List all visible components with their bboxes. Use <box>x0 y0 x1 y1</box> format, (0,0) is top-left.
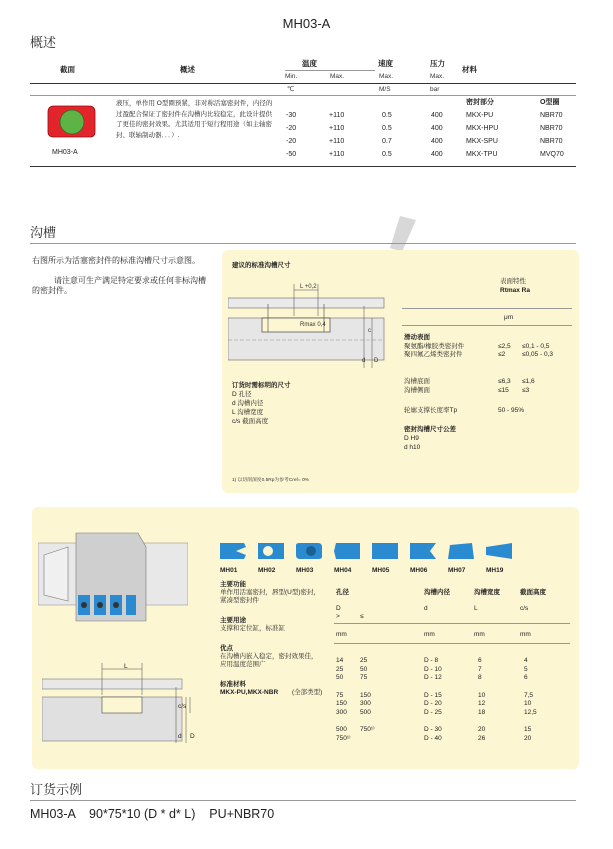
bore-min-cell: 25 <box>336 665 344 673</box>
inner-dia-cell: D - 25 <box>424 708 442 716</box>
width-cell: 26 <box>478 734 486 742</box>
bore-max-cell: 500 <box>360 708 371 716</box>
cs-cell: 10 <box>524 700 532 707</box>
cs-cell: 6 <box>524 674 528 681</box>
material-seal-head: 密封部分 <box>466 99 494 106</box>
surface-rule-1 <box>402 308 572 309</box>
dim-cs-label: c/s <box>178 703 187 710</box>
cs-cell: 7,5 <box>524 691 534 699</box>
s-D: D <box>336 605 341 612</box>
groove-rule <box>30 243 576 244</box>
profile-label-mh07: MH07 <box>448 567 466 574</box>
groove-bottom-rt: ≤6,3 <box>498 378 511 385</box>
groove-side-ra: ≤3 <box>522 387 530 394</box>
cs-cell: 4 <box>524 657 528 664</box>
col-description: 概述 <box>180 65 195 74</box>
unit-speed: M/S <box>379 86 391 93</box>
h-cs: 截面高度 <box>520 589 546 596</box>
dim-D-label: D <box>190 733 195 740</box>
inner-dia-cell: D - 15 <box>424 691 442 699</box>
sliding-ptfe-ra: ≤0,05 - 0,3 <box>522 351 554 358</box>
groove-intro-1: 右图所示为活塞密封件的标准沟槽尺寸示意图。 <box>32 256 200 265</box>
inner-dia-cell: D - 40 <box>424 734 442 742</box>
groove-heading: 沟槽 <box>30 225 57 240</box>
pressure-cell: 400 <box>431 125 443 132</box>
profile-label-mh02: MH02 <box>258 567 276 574</box>
dim-D: D <box>374 358 379 364</box>
size-rule-1 <box>334 623 570 624</box>
bore-max-cell: 25 <box>360 657 368 664</box>
adv-text-1: 在沟槽内嵌入稳定，密封效果佳， <box>220 653 318 660</box>
mh06-profile-icon <box>408 539 438 563</box>
mh07-profile-icon <box>446 539 476 563</box>
tolerance-D: D H9 <box>404 435 419 442</box>
use-text: 支撑和定位缸，标准缸 <box>220 625 285 632</box>
groove-intro-2: 请注意可生产满足特定要求或任何非标沟槽的密封件。 <box>32 276 206 295</box>
inner-dia-cell: D - 30 <box>424 726 442 733</box>
groove-bottom-ra: ≤1,6 <box>522 378 535 385</box>
mh05-profile-icon <box>370 539 400 563</box>
temp-min-cell: -20 <box>286 125 297 132</box>
order-heading: 订货示例 <box>30 782 83 797</box>
col-pressure: 压力 <box>430 59 445 68</box>
seal-material-cell: MKX-SPU <box>466 138 498 145</box>
oring-material-cell: NBR70 <box>540 138 563 145</box>
bore-min-cell: 150 <box>336 700 347 707</box>
order-dim-L: L 沟槽宽度 <box>232 409 264 416</box>
overview-heading: 概述 <box>30 35 57 50</box>
table-rule-bottom <box>30 166 576 167</box>
dim-rmax: Rmax 0,4 <box>300 322 326 328</box>
seal-material-cell: MKX-HPU <box>466 125 499 132</box>
temp-max-cell: +110 <box>329 151 345 158</box>
cs-cell: 12,5 <box>524 708 537 716</box>
temp-min-label: Min. <box>285 73 298 80</box>
inner-dia-cell: D - 8 <box>424 657 439 664</box>
dim-L-label: L <box>124 663 128 670</box>
oring-material-cell: NBR70 <box>540 125 563 132</box>
temp-rule <box>285 70 375 71</box>
bearing-ratio-value: 50 - 95% <box>498 407 525 414</box>
material-head: 标准材料 <box>220 681 246 688</box>
width-cell: 8 <box>478 674 482 681</box>
sliding-ptfe-rt: ≤2 <box>498 351 506 358</box>
dim-c: c <box>368 328 371 334</box>
s-le: ≤ <box>360 613 364 620</box>
size-rule-2 <box>334 643 570 644</box>
cs-cell: 5 <box>524 665 528 673</box>
inner-dia-cell: D - 20 <box>424 700 442 707</box>
seal-material-cell: MKX-PU <box>466 112 494 119</box>
width-cell: 20 <box>478 726 486 733</box>
s-gt: > <box>336 613 340 620</box>
adv-head: 优点 <box>220 645 233 652</box>
temp-min-cell: -50 <box>286 151 297 158</box>
page-title: MH03-A <box>282 16 331 31</box>
func-text-1: 单作用活塞密封，唇型(U型)密封， <box>220 589 321 596</box>
dim-d: d <box>362 358 366 364</box>
speed-cell: 0.5 <box>382 112 392 119</box>
width-cell: 18 <box>478 708 486 716</box>
profile-label: MH03-A <box>52 149 78 156</box>
material-text: MKX-PU,MKX-NBR <box>220 689 279 696</box>
s-L: L <box>474 605 478 612</box>
profile-label-mh03: MH03 <box>296 567 314 574</box>
bore-min-cell: 500 <box>336 726 347 733</box>
surface-rule-2 <box>402 325 572 326</box>
width-cell: 10 <box>478 691 486 699</box>
col-temperature: 温度 <box>302 59 317 68</box>
width-cell: 6 <box>478 657 482 664</box>
tolerance-head: 密封沟槽尺寸公差 <box>404 426 456 433</box>
inner-dia-cell: D - 12 <box>424 674 442 681</box>
sliding-surface-head: 滑动表面 <box>404 334 430 341</box>
func-text-2: 紧凑型密封件 <box>220 597 259 604</box>
unit-pressure: bar <box>430 86 440 93</box>
dim-L-plus: L +0,2 <box>300 284 317 290</box>
overview-description: 液压，单作用 O型圈预紧，非对称活塞密封件，内径的过盈配合保证了密封件在沟槽内比较稳定，此设计提供了更佳的密封效果。尤其适用于短行程用途（如主轴密封、联轴制动器．．．）. <box>116 100 273 139</box>
mm-cs: mm <box>520 631 531 638</box>
mh04-profile-icon <box>332 539 362 563</box>
groove-dimension-panel <box>222 250 579 493</box>
sliding-ptfe: 聚四氟乙烯类密封件 <box>404 351 463 358</box>
profile-label-mh04: MH04 <box>334 567 352 574</box>
mh19-profile-icon <box>484 539 514 563</box>
bore-max-cell: 750¹⁾ <box>360 726 375 733</box>
material-suffix: (全部类型) <box>292 689 323 696</box>
bore-min-cell: 300 <box>336 708 347 716</box>
bore-max-cell: 300 <box>360 700 371 707</box>
bore-min-cell: 750¹⁾ <box>336 734 351 742</box>
temp-max-cell: +110 <box>329 112 345 119</box>
order-dim-d: d 沟槽内径 <box>232 400 264 407</box>
sliding-pu: 聚氨酯/橡胶类密封件 <box>404 343 465 350</box>
mm-inner: mm <box>424 631 435 638</box>
pressure-cell: 400 <box>431 138 443 145</box>
adv-text-2: 应用温度范围广 <box>220 661 266 668</box>
tolerance-d: d h10 <box>404 444 421 451</box>
groove-section-drawing <box>42 657 192 747</box>
panel1-footnote: 1) 以切削深度0.5Rp为参考Cref= 0% <box>232 478 309 483</box>
h-width: 沟槽宽度 <box>474 589 500 596</box>
mh02-profile-icon <box>256 539 286 563</box>
col-material: 材料 <box>462 65 477 74</box>
bore-max-cell: 50 <box>360 665 368 673</box>
table-rule-mid <box>30 95 576 96</box>
s-d: d <box>424 605 428 612</box>
sliding-pu-ra: ≤0,1 - 0,5 <box>522 343 550 350</box>
bore-min-cell: 50 <box>336 674 344 681</box>
pressure-cell: 400 <box>431 151 443 158</box>
speed-cell: 0.7 <box>382 138 392 145</box>
pressure-max-label: Max. <box>430 73 445 80</box>
piston-drawing <box>38 525 188 635</box>
watermark-mark <box>388 214 418 254</box>
mh03a-profile-icon <box>45 102 97 140</box>
groove-side: 沟槽侧面 <box>404 387 430 394</box>
bearing-ratio: 轮廓支撑长度率Tp <box>404 407 458 414</box>
dim-d-label: d <box>178 733 182 740</box>
mh01-profile-icon <box>218 539 248 563</box>
s-cs: c/s <box>520 605 529 612</box>
temp-max-label: Max. <box>330 73 345 80</box>
width-cell: 12 <box>478 700 486 707</box>
groove-side-rt: ≤15 <box>498 387 509 394</box>
bore-max-cell: 75 <box>360 674 368 681</box>
temp-min-cell: -30 <box>286 112 297 119</box>
groove-bottom: 沟槽底面 <box>404 378 430 385</box>
temp-min-cell: -20 <box>286 138 297 145</box>
func-head: 主要功能 <box>220 581 246 588</box>
mm-bore: mm <box>336 631 347 638</box>
inner-dia-cell: D - 10 <box>424 665 442 673</box>
profile-label-mh01: MH01 <box>220 567 238 574</box>
order-dim-D: D 孔径 <box>232 391 252 398</box>
seal-material-cell: MKX-TPU <box>466 151 498 158</box>
material-oring-head: O型圈 <box>540 99 560 106</box>
order-example: MH03-A 90*75*10 (D * d* L) PU+NBR70 <box>30 807 275 821</box>
rt-ra-label: Rtmax Ra <box>500 287 530 294</box>
bore-max-cell: 150 <box>360 691 371 699</box>
col-speed: 速度 <box>378 59 393 68</box>
speed-max-label: Max. <box>379 73 394 80</box>
pressure-cell: 400 <box>431 112 443 119</box>
order-rule <box>30 800 576 801</box>
col-section: 截面 <box>60 65 75 74</box>
h-inner: 沟槽内径 <box>424 589 450 596</box>
width-cell: 7 <box>478 665 482 673</box>
speed-cell: 0.5 <box>382 125 392 132</box>
panel1-title: 建议的标准沟槽尺寸 <box>232 262 291 269</box>
h-bore: 孔径 <box>336 589 349 596</box>
surface-head: 表面特性 <box>500 278 526 285</box>
um-unit: μm <box>504 314 514 321</box>
profile-label-mh05: MH05 <box>372 567 390 574</box>
speed-cell: 0.5 <box>382 151 392 158</box>
table-rule-top <box>30 83 576 84</box>
bore-min-cell: 75 <box>336 691 344 699</box>
oring-material-cell: NBR70 <box>540 112 563 119</box>
order-dims-head: 订货时需标明的尺寸 <box>232 382 291 389</box>
cs-cell: 20 <box>524 734 532 742</box>
mm-width: mm <box>474 631 485 638</box>
unit-temp: ℃ <box>287 86 295 93</box>
oring-material-cell: MVQ70 <box>540 151 564 158</box>
bore-min-cell: 14 <box>336 657 344 664</box>
cs-cell: 15 <box>524 726 532 733</box>
profile-label-mh06: MH06 <box>410 567 428 574</box>
mh03-profile-icon <box>294 539 324 563</box>
temp-max-cell: +110 <box>329 138 345 145</box>
use-head: 主要用途 <box>220 617 246 624</box>
order-dim-cs: c/s 截面高度 <box>232 418 269 425</box>
profile-size-panel <box>32 507 579 769</box>
sliding-pu-rt: ≤2,5 <box>498 343 511 350</box>
profile-label-mh19: MH19 <box>486 567 504 574</box>
temp-max-cell: +110 <box>329 125 345 132</box>
